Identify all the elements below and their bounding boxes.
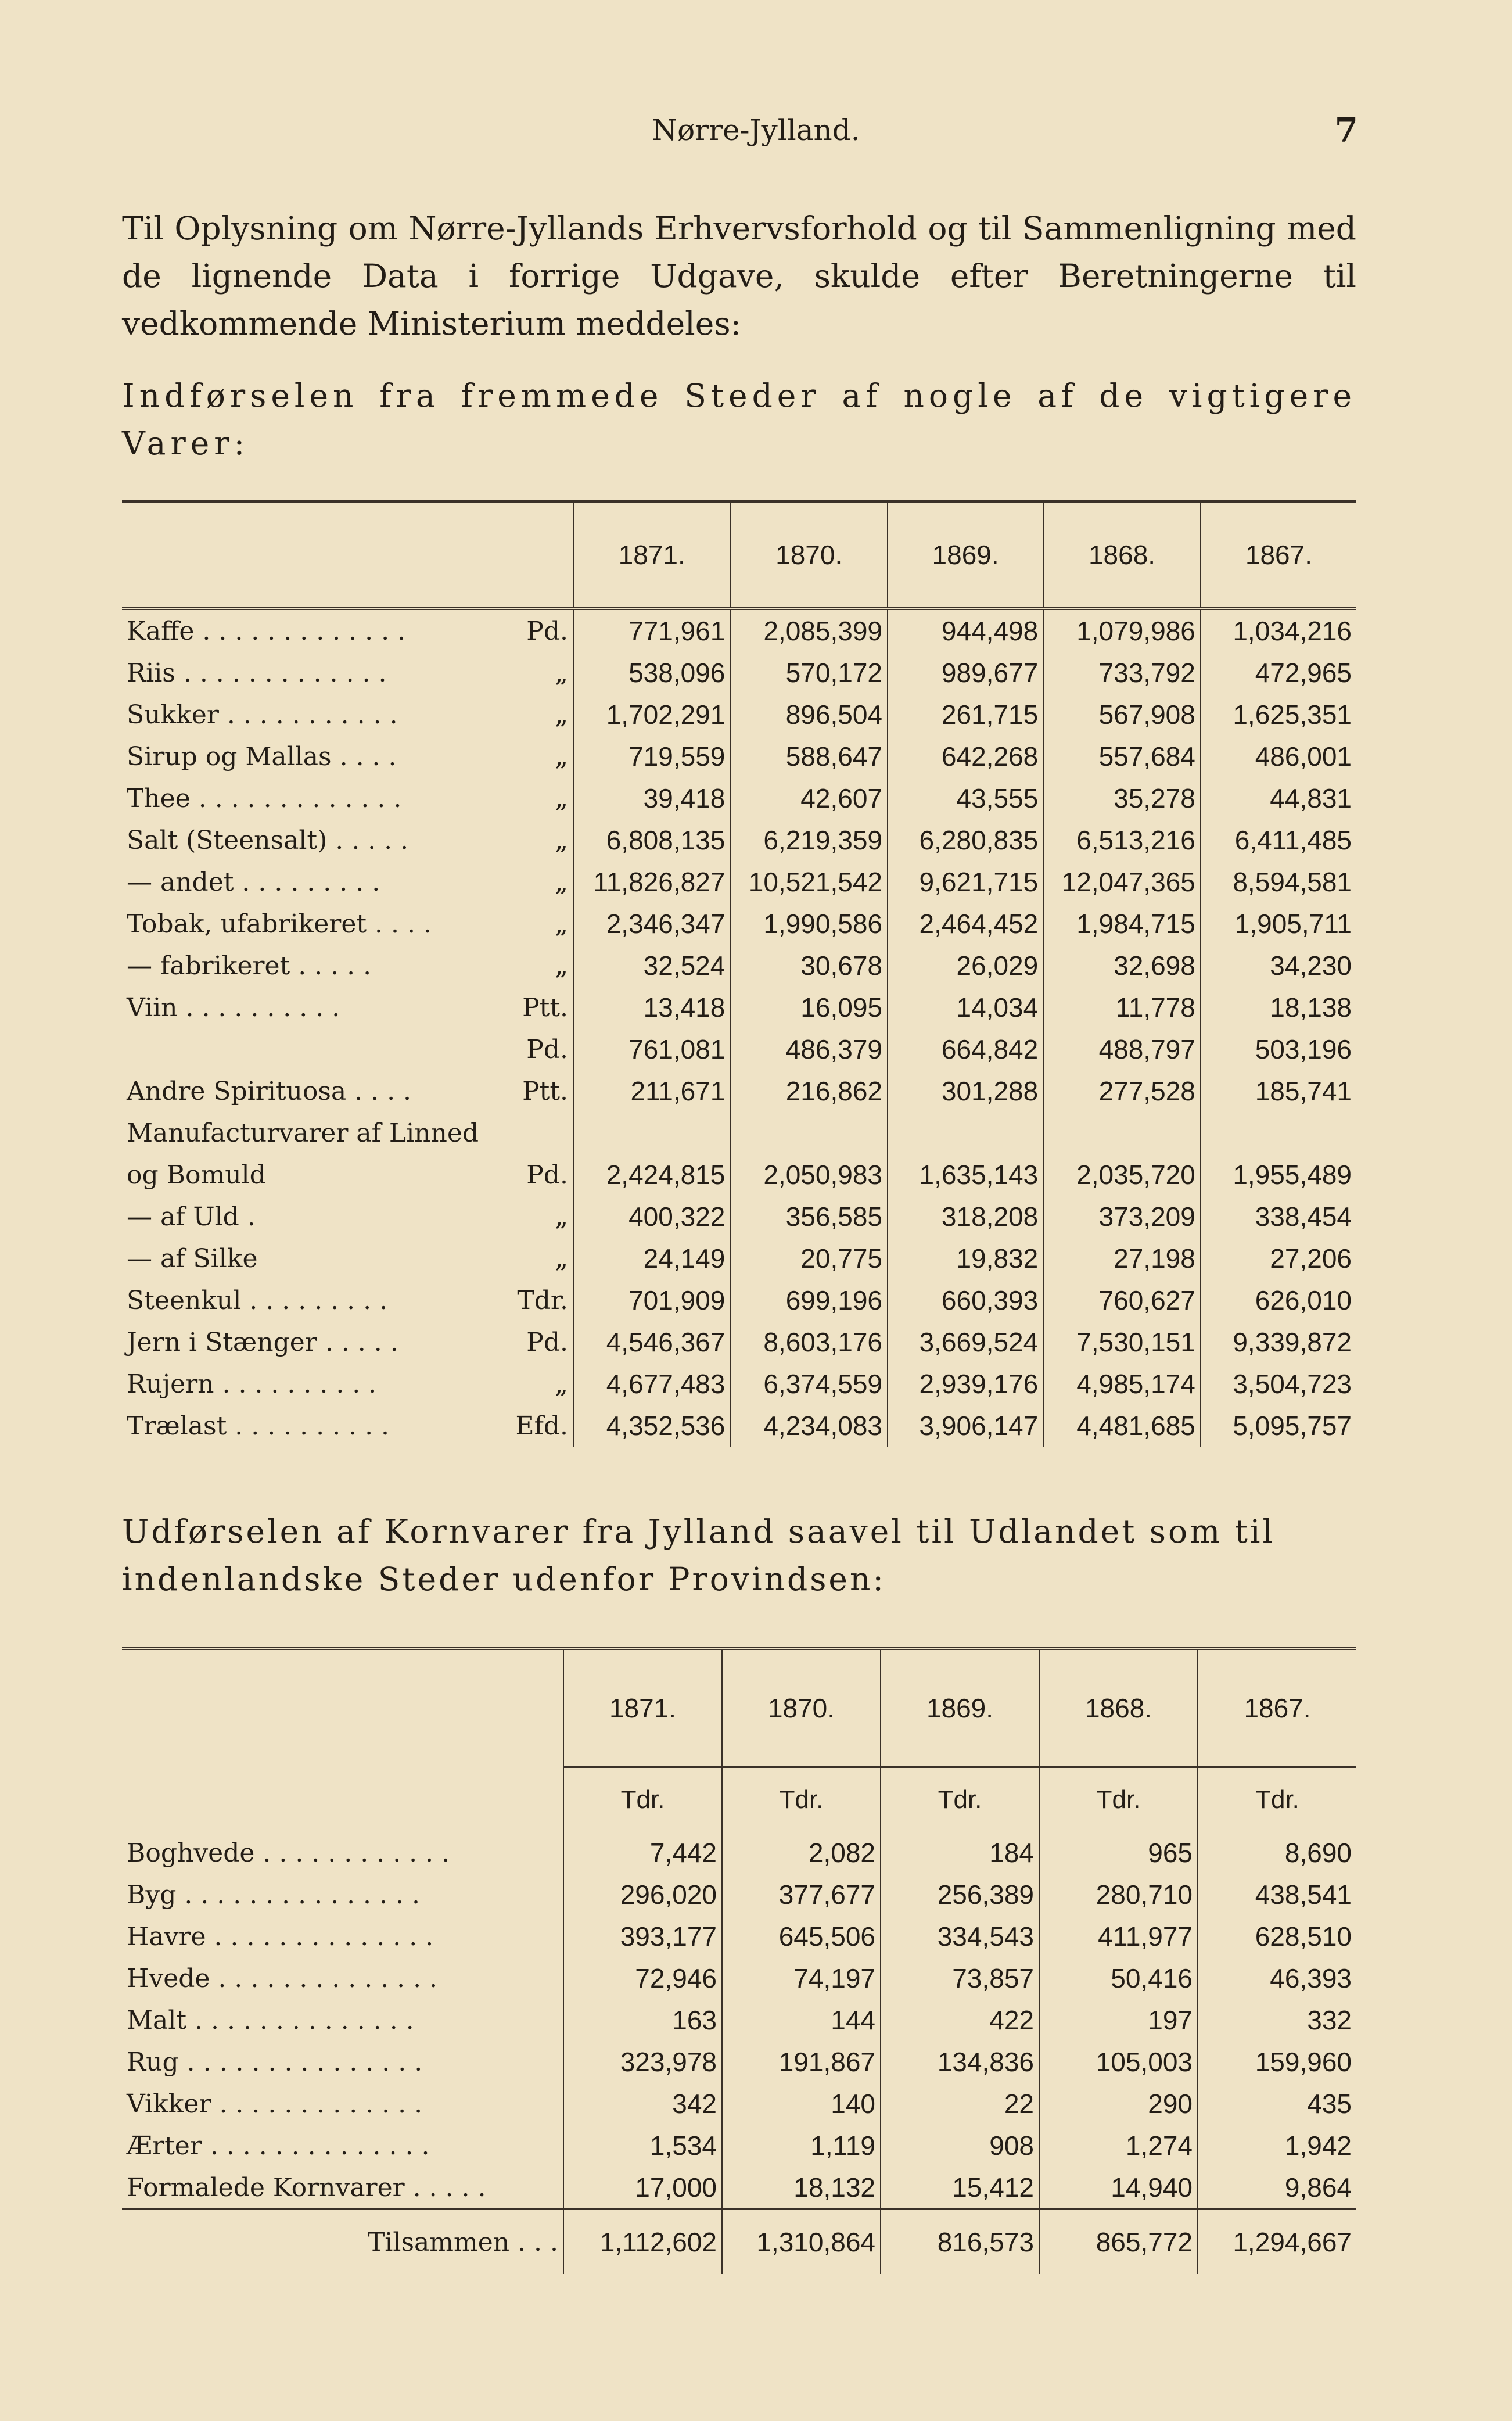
row-label: — fabrikeret . . . . . [127,951,372,981]
value-cell: 400,322 [573,1196,730,1238]
row-unit: „ [555,658,569,688]
running-head: Nørre-Jylland. [652,113,860,147]
value-cell: 338,454 [1201,1196,1356,1238]
value-cell: 42,607 [730,777,888,819]
row-unit [483,1112,573,1154]
row-unit: Tdr. [517,1285,569,1315]
value-cell: 2,424,815 [573,1154,730,1196]
value-cell: 4,234,083 [730,1405,888,1447]
table-row [122,1112,1356,1154]
header-blank [122,501,573,609]
table-row [122,1028,1356,1070]
value-cell: 12,047,365 [1043,861,1201,903]
value-cell: 256,389 [881,1874,1039,1916]
year-header: 1871. [563,1649,722,1767]
export-heading: Udførselen af Kornvarer fra Jylland saavel til Udlandet som til indenlandske Steder udenfor Provindsen: [122,1513,1276,1598]
row-label: Kaffe . . . . . . . . . . . . . [127,616,406,646]
value-cell: 6,411,485 [1201,819,1356,861]
value-cell: 3,906,147 [888,1405,1043,1447]
table-row [122,609,1356,652]
value-cell [888,1112,1043,1154]
value-cell: 18,132 [722,2167,881,2210]
row-unit: „ [555,867,569,897]
row-label: Boghvede . . . . . . . . . . . . [127,1838,450,1868]
import-table-body [122,609,1356,1447]
row-label: Tobak, ufabrikeret . . . . [127,909,432,939]
intro-paragraph: Til Oplysning om Nørre-Jyllands Erhvervsforhold og til Sammenligning med de lignende Data i forrige Udgave, skulde efter Beretningerne til vedkommende Ministerium meddeles: [122,210,1356,342]
value-cell: 2,346,347 [573,903,730,945]
value-cell: 699,196 [730,1279,888,1321]
total-value: 1,294,667 [1198,2210,1356,2275]
table-row [122,777,1356,819]
value-cell: 8,594,581 [1201,861,1356,903]
value-cell: 211,671 [573,1070,730,1112]
row-unit: Efd. [515,1411,569,1441]
value-cell: 13,418 [573,987,730,1028]
value-cell [730,1112,888,1154]
value-cell: 965 [1039,1832,1198,1874]
row-label: Steenkul . . . . . . . . . [127,1285,388,1315]
value-cell: 44,831 [1201,777,1356,819]
value-cell: 15,412 [881,2167,1039,2210]
value-cell: 301,288 [888,1070,1043,1112]
value-cell: 74,197 [722,1957,881,1999]
value-cell: 486,379 [730,1028,888,1070]
value-cell: 184 [881,1832,1039,1874]
row-label: Thee . . . . . . . . . . . . . [127,783,402,813]
row-unit: Pd. [526,1034,569,1064]
year-header: 1869. [881,1649,1039,1767]
unit-header: Tdr. [1039,1767,1198,1832]
unit-header: Tdr. [1198,1767,1356,1832]
value-cell: 9,864 [1198,2167,1356,2210]
row-label: og Bomuld [127,1160,266,1190]
table-row [122,1070,1356,1112]
value-cell: 2,939,176 [888,1363,1043,1405]
value-cell: 4,352,536 [573,1405,730,1447]
value-cell: 14,034 [888,987,1043,1028]
export-table-body [122,1832,1356,2274]
row-unit: „ [555,1201,569,1232]
value-cell: 760,627 [1043,1279,1201,1321]
value-cell: 27,206 [1201,1238,1356,1279]
value-cell: 50,416 [1039,1957,1198,1999]
value-cell: 664,842 [888,1028,1043,1070]
import-header-row [122,501,1356,609]
value-cell: 134,836 [881,2041,1039,2083]
value-cell: 30,678 [730,945,888,987]
value-cell: 908 [881,2125,1039,2167]
table-row [122,861,1356,903]
table-row [122,2167,1356,2210]
value-cell: 191,867 [722,2041,881,2083]
row-label: — af Silke [127,1243,258,1274]
value-cell: 6,808,135 [573,819,730,861]
value-cell: 318,208 [888,1196,1043,1238]
value-cell: 422 [881,1999,1039,2041]
row-label: Sukker . . . . . . . . . . . [127,700,398,730]
value-cell: 32,698 [1043,945,1201,987]
value-cell: 342 [563,2083,722,2125]
value-cell [1043,1112,1201,1154]
value-cell: 377,677 [722,1874,881,1916]
value-cell: 43,555 [888,777,1043,819]
value-cell: 20,775 [730,1238,888,1279]
row-label: Andre Spirituosa . . . . [127,1076,412,1106]
value-cell: 2,050,983 [730,1154,888,1196]
value-cell: 197 [1039,1999,1198,2041]
value-cell: 944,498 [888,609,1043,652]
value-cell: 356,585 [730,1196,888,1238]
total-value: 1,112,602 [563,2210,722,2275]
row-unit: Ptt. [522,1076,569,1106]
value-cell: 32,524 [573,945,730,987]
page-number: 7 [1334,110,1358,150]
value-cell: 472,965 [1201,652,1356,694]
year-header: 1868. [1043,501,1201,609]
row-label: Rujern . . . . . . . . . . [127,1369,377,1399]
row-unit: Pd. [526,1327,569,1357]
table-row [122,736,1356,777]
value-cell: 6,513,216 [1043,819,1201,861]
value-cell: 280,710 [1039,1874,1198,1916]
value-cell: 290 [1039,2083,1198,2125]
row-unit: „ [555,1369,569,1399]
export-unit-row [122,1767,1356,1832]
export-year-row [122,1649,1356,1767]
value-cell: 2,464,452 [888,903,1043,945]
value-cell: 72,946 [563,1957,722,1999]
row-label: Trælast . . . . . . . . . . [127,1411,390,1441]
unit-header: Tdr. [563,1767,722,1832]
value-cell: 1,955,489 [1201,1154,1356,1196]
year-header: 1868. [1039,1649,1198,1767]
table-row [122,1238,1356,1279]
value-cell: 144 [722,1999,881,2041]
value-cell: 39,418 [573,777,730,819]
value-cell: 642,268 [888,736,1043,777]
value-cell: 6,219,359 [730,819,888,861]
value-cell: 8,690 [1198,1832,1356,1874]
table-row [122,2125,1356,2167]
row-label: Jern i Stænger . . . . . [127,1327,398,1357]
table-row [122,1279,1356,1321]
value-cell: 11,826,827 [573,861,730,903]
row-unit: „ [555,700,569,730]
row-label [122,1028,483,1070]
value-cell: 503,196 [1201,1028,1356,1070]
row-label: Rug . . . . . . . . . . . . . . . [127,2047,423,2077]
value-cell: 35,278 [1043,777,1201,819]
year-header: 1871. [573,501,730,609]
table-row [122,987,1356,1028]
value-cell: 261,715 [888,694,1043,736]
row-unit: Pd. [526,616,569,646]
value-cell: 27,198 [1043,1238,1201,1279]
table-row [122,1363,1356,1405]
value-cell: 6,374,559 [730,1363,888,1405]
table-row [122,945,1356,987]
value-cell [1201,1112,1356,1154]
value-cell: 373,209 [1043,1196,1201,1238]
row-label: — af Uld . [127,1201,256,1232]
value-cell: 2,035,720 [1043,1154,1201,1196]
value-cell: 1,119 [722,2125,881,2167]
value-cell: 9,339,872 [1201,1321,1356,1363]
table-row [122,1321,1356,1363]
value-cell: 332 [1198,1999,1356,2041]
value-cell: 626,010 [1201,1279,1356,1321]
value-cell: 4,677,483 [573,1363,730,1405]
table-row [122,1405,1356,1447]
row-unit: „ [555,909,569,939]
value-cell: 393,177 [563,1916,722,1957]
value-cell: 538,096 [573,652,730,694]
row-unit: Ptt. [522,992,569,1023]
row-unit: „ [555,741,569,772]
row-label: Ærter . . . . . . . . . . . . . . [127,2131,430,2161]
header-blank [122,1649,563,1767]
value-cell: 7,530,151 [1043,1321,1201,1363]
value-cell: 2,082 [722,1832,881,1874]
value-cell: 4,546,367 [573,1321,730,1363]
value-cell: 588,647 [730,736,888,777]
row-label: Viin . . . . . . . . . . [127,992,340,1023]
row-label: Salt (Steensalt) . . . . . [127,825,409,855]
value-cell: 896,504 [730,694,888,736]
table-row [122,1999,1356,2041]
value-cell: 22 [881,2083,1039,2125]
value-cell: 1,635,143 [888,1154,1043,1196]
row-unit: „ [555,825,569,855]
year-header: 1867. [1201,501,1356,609]
value-cell: 488,797 [1043,1028,1201,1070]
total-row [122,2210,1356,2275]
year-header: 1867. [1198,1649,1356,1767]
table-row [122,2083,1356,2125]
row-label: Havre . . . . . . . . . . . . . . [127,1921,434,1952]
value-cell: 17,000 [563,2167,722,2210]
value-cell: 660,393 [888,1279,1043,1321]
table-row [122,903,1356,945]
total-value: 1,310,864 [722,2210,881,2275]
value-cell: 4,985,174 [1043,1363,1201,1405]
table-row [122,694,1356,736]
header-blank [122,1767,563,1832]
value-cell: 216,862 [730,1070,888,1112]
value-cell: 628,510 [1198,1916,1356,1957]
import-heading: Indførselen fra fremmede Steder af nogle af de vigtigere Varer: [122,377,1356,462]
value-cell: 701,909 [573,1279,730,1321]
row-label: Vikker . . . . . . . . . . . . . [127,2089,423,2119]
value-cell: 7,442 [563,1832,722,1874]
total-label: Tilsammen . . . [122,2210,563,2275]
row-label: Manufacturvarer af Linned [127,1118,479,1148]
row-label: Sirup og Mallas . . . . [127,741,397,772]
value-cell: 733,792 [1043,652,1201,694]
table-row [122,1196,1356,1238]
value-cell: 557,684 [1043,736,1201,777]
table-row [122,1916,1356,1957]
value-cell: 185,741 [1201,1070,1356,1112]
import-table [122,500,1356,1447]
value-cell: 771,961 [573,609,730,652]
value-cell: 1,274 [1039,2125,1198,2167]
value-cell: 2,085,399 [730,609,888,652]
value-cell: 19,832 [888,1238,1043,1279]
table-row [122,1154,1356,1196]
value-cell: 761,081 [573,1028,730,1070]
total-value: 816,573 [881,2210,1039,2275]
row-label: Riis . . . . . . . . . . . . . [127,658,387,688]
value-cell [573,1112,730,1154]
row-label: Formalede Kornvarer . . . . . [127,2172,486,2203]
export-table [122,1647,1356,2274]
value-cell: 1,534 [563,2125,722,2167]
value-cell: 140 [722,2083,881,2125]
value-cell: 3,669,524 [888,1321,1043,1363]
year-header: 1870. [722,1649,881,1767]
value-cell: 18,138 [1201,987,1356,1028]
value-cell: 567,908 [1043,694,1201,736]
row-label: Hvede . . . . . . . . . . . . . . [127,1963,438,1993]
value-cell: 1,984,715 [1043,903,1201,945]
row-unit: „ [555,783,569,813]
value-cell: 16,095 [730,987,888,1028]
value-cell: 1,034,216 [1201,609,1356,652]
value-cell: 14,940 [1039,2167,1198,2210]
row-unit: „ [555,951,569,981]
value-cell: 11,778 [1043,987,1201,1028]
value-cell: 1,942 [1198,2125,1356,2167]
row-label: Malt . . . . . . . . . . . . . . [127,2005,414,2035]
value-cell: 277,528 [1043,1070,1201,1112]
table-row [122,652,1356,694]
table-row [122,2041,1356,2083]
value-cell: 719,559 [573,736,730,777]
value-cell: 645,506 [722,1916,881,1957]
value-cell: 989,677 [888,652,1043,694]
value-cell: 334,543 [881,1916,1039,1957]
value-cell: 26,029 [888,945,1043,987]
value-cell: 570,172 [730,652,888,694]
unit-header: Tdr. [881,1767,1039,1832]
value-cell: 105,003 [1039,2041,1198,2083]
value-cell: 4,481,685 [1043,1405,1201,1447]
table-row [122,1874,1356,1916]
value-cell: 296,020 [563,1874,722,1916]
total-value: 865,772 [1039,2210,1198,2275]
value-cell: 159,960 [1198,2041,1356,2083]
row-unit: „ [555,1243,569,1274]
value-cell: 411,977 [1039,1916,1198,1957]
value-cell: 1,079,986 [1043,609,1201,652]
table-row [122,1832,1356,1874]
value-cell: 323,978 [563,2041,722,2083]
value-cell: 486,001 [1201,736,1356,777]
row-label: Byg . . . . . . . . . . . . . . . [127,1880,420,1910]
value-cell: 34,230 [1201,945,1356,987]
value-cell: 163 [563,1999,722,2041]
value-cell: 46,393 [1198,1957,1356,1999]
table-row [122,1957,1356,1999]
row-unit: Pd. [526,1160,569,1190]
year-header: 1869. [888,501,1043,609]
value-cell: 435 [1198,2083,1356,2125]
row-label: — andet . . . . . . . . . [127,867,380,897]
unit-header: Tdr. [722,1767,881,1832]
value-cell: 9,621,715 [888,861,1043,903]
value-cell: 8,603,176 [730,1321,888,1363]
value-cell: 10,521,542 [730,861,888,903]
value-cell: 24,149 [573,1238,730,1279]
value-cell: 6,280,835 [888,819,1043,861]
value-cell: 1,990,586 [730,903,888,945]
value-cell: 73,857 [881,1957,1039,1999]
year-header: 1870. [730,501,888,609]
value-cell: 1,905,711 [1201,903,1356,945]
value-cell: 3,504,723 [1201,1363,1356,1405]
table-row [122,819,1356,861]
value-cell: 1,625,351 [1201,694,1356,736]
value-cell: 438,541 [1198,1874,1356,1916]
value-cell: 5,095,757 [1201,1405,1356,1447]
value-cell: 1,702,291 [573,694,730,736]
